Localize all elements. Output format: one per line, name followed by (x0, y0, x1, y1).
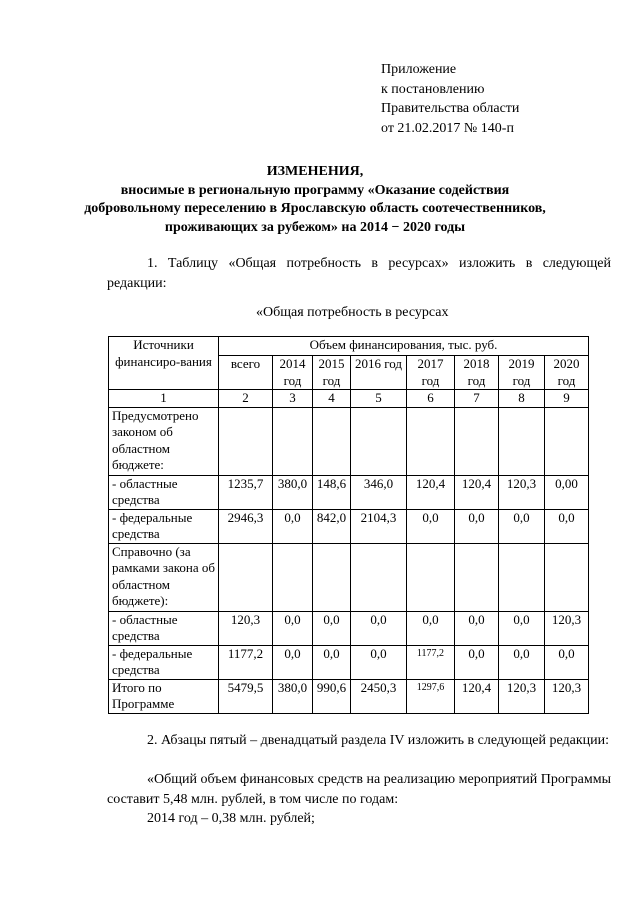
table-cell: 0,0 (351, 611, 407, 645)
column-number: 7 (455, 390, 499, 408)
table-cell: 0,0 (545, 645, 589, 679)
table-caption: «Общая потребность в ресурсах (256, 305, 449, 320)
row-label: Справочно (за рамками закона об областном бюджете): (109, 543, 219, 611)
table-cell: 0,0 (407, 611, 455, 645)
table-cell: 2450,3 (351, 679, 407, 713)
table-cell: 1297,6 (407, 679, 455, 713)
table-cell: 2946,3 (219, 509, 273, 543)
table-cell: 1177,2 (219, 645, 273, 679)
table-cell: 380,0 (273, 475, 313, 509)
header-source: Источники финансиро-вания (109, 337, 219, 390)
heading-title: ИЗМЕНЕНИЯ, (266, 164, 364, 179)
table-row (109, 645, 589, 679)
appendix-line: Приложение (381, 62, 457, 77)
header-year: 2019 год (499, 356, 545, 390)
table-cell: 120,4 (455, 475, 499, 509)
paragraph-1-text: 1. Таблицу «Общая потребность в ресурсах» изложить в следующей редакции: (107, 256, 611, 291)
header-year: 2015 год (313, 356, 351, 390)
header-year: 2017 год (407, 356, 455, 390)
row-label: - областные средства (109, 611, 219, 645)
table-cell: 1235,7 (219, 475, 273, 509)
table-cell: 0,0 (545, 509, 589, 543)
table-cell: 120,3 (219, 611, 273, 645)
table-cell: 1177,2 (407, 645, 455, 679)
table-cell: 2104,3 (351, 509, 407, 543)
appendix-line: к постановлению (381, 81, 485, 97)
table-cell: 0,0 (313, 645, 351, 679)
table-cell: 120,3 (545, 611, 589, 645)
header-volume: Объем финансирования, тыс. руб. (219, 337, 589, 356)
table-cell: 380,0 (273, 679, 313, 713)
row-label: - областные средства (109, 475, 219, 509)
header-year: 2018 год (455, 356, 499, 390)
table-row (109, 509, 589, 543)
row-label: Предусмотрено законом об областном бюджете: (109, 407, 219, 475)
table-cell: 120,4 (455, 679, 499, 713)
row-label: - федеральные средства (109, 509, 219, 543)
header-year: 2020 год (545, 356, 589, 390)
table-cell: 148,6 (313, 475, 351, 509)
financing-table (108, 336, 589, 714)
table-cell: 0,00 (545, 475, 589, 509)
paragraph-3 (107, 770, 611, 809)
paragraph-4 (107, 809, 611, 829)
table-cell: 5479,5 (219, 679, 273, 713)
table-row-total (109, 679, 589, 713)
table-cell: 0,0 (499, 509, 545, 543)
table-cell: 0,0 (455, 509, 499, 543)
column-number-row (109, 390, 589, 408)
table-row (109, 475, 589, 509)
heading-line: проживающих за рубежом» на 2014 − 2020 годы (164, 219, 466, 235)
column-number: 9 (545, 390, 589, 408)
table-cell: 0,0 (455, 645, 499, 679)
column-number: 1 (109, 390, 219, 408)
table-row (109, 407, 589, 475)
header-total: всего (219, 356, 273, 390)
table-cell: 0,0 (273, 645, 313, 679)
table-cell: 0,0 (499, 645, 545, 679)
table-cell: 120,3 (545, 679, 589, 713)
appendix-line: Правительства области (381, 101, 520, 116)
table-cell: 0,0 (313, 611, 351, 645)
column-number: 2 (219, 390, 273, 408)
table-cell: 0,0 (407, 509, 455, 543)
table-cell: 346,0 (351, 475, 407, 509)
heading-line: вносимые в региональную программу «Оказание содействия (120, 182, 510, 198)
column-number: 6 (407, 390, 455, 408)
paragraph-3-text: «Общий объем финансовых средств на реализацию мероприятий Программы составит 5,48 млн. рублей, в том числе по годам: (107, 772, 611, 807)
table-cell: 0,0 (455, 611, 499, 645)
heading-line: добровольному переселению в Ярославскую область соотечественников, (84, 201, 546, 216)
table-cell: 990,6 (313, 679, 351, 713)
paragraph-2-text: 2. Абзацы пятый – двенадцатый раздела IV изложить в следующей редакции: (147, 733, 609, 748)
table-row (109, 611, 589, 645)
table-cell: 120,3 (499, 679, 545, 713)
column-number: 8 (499, 390, 545, 408)
column-number: 5 (351, 390, 407, 408)
row-label: - федеральные средства (109, 645, 219, 679)
header-year: 2016 год (351, 356, 407, 390)
table-cell: 120,3 (499, 475, 545, 509)
table-row (109, 543, 589, 611)
header-year: 2014 год (273, 356, 313, 390)
row-label: Итого по Программе (109, 679, 219, 713)
table-cell: 842,0 (313, 509, 351, 543)
table-cell: 0,0 (499, 611, 545, 645)
column-number: 4 (313, 390, 351, 408)
appendix-block (381, 60, 519, 138)
document-heading (84, 163, 546, 237)
appendix-line: от 21.02.2017 № 140-п (381, 120, 514, 136)
table-cell: 0,0 (273, 611, 313, 645)
paragraph-2 (107, 731, 611, 751)
column-number: 3 (273, 390, 313, 408)
table-cell: 120,4 (407, 475, 455, 509)
table-cell: 0,0 (273, 509, 313, 543)
table-cell: 0,0 (351, 645, 407, 679)
paragraph-4-text: 2014 год – 0,38 млн. рублей; (147, 811, 315, 826)
paragraph-1 (107, 254, 611, 293)
